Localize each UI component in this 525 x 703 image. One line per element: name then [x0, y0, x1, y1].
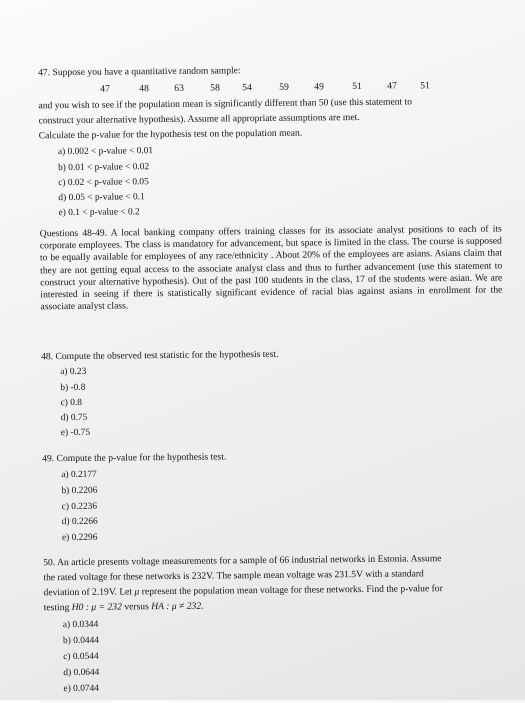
q47-stem: 47. Suppose you have a quantitative random sample: [38, 65, 241, 79]
q48-option-e: e) -0.75 [60, 427, 91, 439]
sample-value: 49 [314, 81, 324, 93]
q48-stem: 48. Compute the observed test statistic for the hypothesis test. [41, 348, 279, 363]
alternative-hypothesis: HA : μ ≠ 232. [151, 600, 204, 613]
sample-value: 47 [387, 80, 397, 92]
q47-line-2: and you wish to see if the population mean is significantly different than 50 (use this statement to [38, 96, 413, 112]
q50-option-e: e) 0.0744 [63, 683, 100, 695]
q49-option-a: a) 0.2177 [61, 469, 97, 481]
q47-option-a: a) 0.002 < p-value < 0.01 [57, 146, 154, 158]
q50-testing-label: testing [43, 602, 70, 614]
q47-line-3: construct your alternative hypothesis). Assume all appropriate assumptions are met. [38, 111, 360, 127]
q47-option-b: b) 0.01 < p-value < 0.02 [58, 162, 150, 174]
q50-option-c: c) 0.0544 [63, 651, 99, 663]
sample-value: 58 [210, 82, 220, 94]
q48-option-a: a) 0.23 [60, 366, 87, 378]
q50-line-3-start: deviation of 2.19V. Let [43, 586, 133, 599]
q47-option-d: d) 0.05 < p-value < 0.1 [58, 192, 145, 204]
q49-option-c: c) 0.2236 [61, 501, 98, 513]
sample-value: 51 [420, 80, 430, 92]
sample-value: 59 [279, 81, 289, 93]
null-hypothesis: H0 : μ = 232 [71, 601, 122, 614]
q49-option-e: e) 0.2296 [61, 532, 98, 544]
sample-value: 63 [174, 82, 184, 94]
sample-value: 54 [242, 82, 252, 94]
q47-option-c: c) 0.02 < p-value < 0.05 [58, 177, 149, 189]
q47-sample-values [0, 79, 522, 96]
q48-option-b: b) -0.8 [60, 382, 86, 394]
sample-value: 51 [352, 80, 362, 93]
sample-value: 47 [100, 83, 110, 95]
mu-symbol: μ [134, 586, 140, 598]
q49-option-b: b) 0.2206 [61, 485, 98, 497]
q49-option-d: d) 0.2266 [61, 516, 98, 528]
q49-stem: 49. Compute the p-value for the hypothesis test. [42, 451, 227, 465]
q48-option-d: d) 0.75 [60, 412, 88, 424]
q50-option-a: a) 0.0344 [62, 619, 99, 631]
q47-line-4: Calculate the p-value for the hypothesis test on the population mean. [38, 127, 303, 142]
q50-option-b: b) 0.0444 [62, 635, 100, 647]
q50-line-3 [43, 583, 442, 599]
q50-option-d: d) 0.0644 [63, 667, 100, 679]
q50-line-2: the rated voltage for these networks is 232V. The sample mean voltage was 231.5V with a standard [43, 568, 424, 584]
sample-value: 48 [139, 83, 149, 95]
q47-option-e: e) 0.1 < p-value < 0.2 [58, 207, 140, 219]
q50-line-3-end: represent the population mean voltage for these networks. Find the p-value for [141, 583, 443, 598]
q50-line-4 [44, 601, 204, 615]
q48-option-c: c) 0.8 [60, 397, 82, 409]
q48-49-passage: Questions 48-49. A local banking company offers training classes for its associate analyst positions to each of its corporate employees. The class is mandatory for advancement, but space is limited in the class. The course is supposed to be equally available for employees of any race/ethnicity . About 20% of the employees are asians. Asians claim that they are not getting equal access to the associate analyst class and thus to further advancement (use this statement to construct your alternative hypothesis). Out of the past 100 students in the class, 17 of the students were asian. We are interested in seeing if there is statistically significant evidence of racial bias against asians in enrollment for the associate analyst class. [39, 223, 503, 313]
versus-word: versus [124, 601, 149, 613]
q50-line-1: 50. An article presents voltage measurements for a sample of 66 industrial networks in Estonia. Assume [43, 553, 442, 569]
